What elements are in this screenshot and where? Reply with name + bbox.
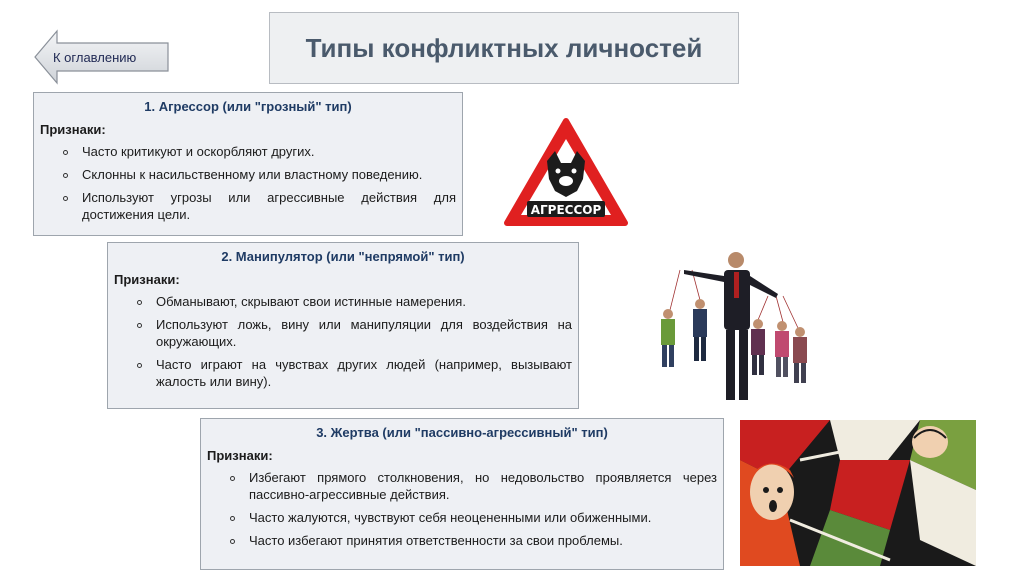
list-item: Используют угрозы или агрессивные действия для достижения цели.	[40, 189, 456, 223]
card-heading: 2. Манипулятор (или "непрямой" тип)	[221, 249, 465, 264]
back-to-contents-button[interactable]	[33, 29, 170, 85]
signs-list	[114, 293, 572, 390]
card-heading: 3. Жертва (или "пассивно-агрессивный" тип)	[316, 425, 608, 440]
signs-list	[40, 143, 456, 223]
card-heading: 1. Агрессор (или "грозный" тип)	[144, 99, 352, 114]
signs-label: Признаки:	[40, 122, 106, 137]
sign-label: АГРЕССОР	[530, 203, 602, 217]
signs-label: Признаки:	[207, 448, 273, 463]
list-item: Часто избегают принятия ответственности за свои проблемы.	[207, 532, 717, 549]
list-item: Обманывают, скрывают свои истинные намерения.	[114, 293, 572, 310]
list-item: Избегают прямого столкновения, но недовольство проявляется через пассивно-агрессивные действия.	[207, 469, 717, 503]
card-victim	[200, 418, 724, 570]
puppeteer-illustration	[648, 248, 813, 406]
abstract-victim-illustration	[740, 420, 976, 566]
signs-list	[207, 469, 717, 549]
list-item: Часто жалуются, чувствуют себя неоцененными или обиженными.	[207, 509, 717, 526]
list-item: Используют ложь, вину или манипуляции для воздействия на окружающих.	[114, 316, 572, 350]
page-title: Типы конфликтных личностей	[305, 32, 703, 63]
list-item: Часто критикуют и оскорбляют других.	[40, 143, 456, 160]
card-aggressor	[33, 92, 463, 236]
card-manipulator	[107, 242, 579, 409]
signs-label: Признаки:	[114, 272, 180, 287]
warning-triangle-dog-icon	[503, 117, 629, 227]
list-item: Склонны к насильственному или властному поведению.	[40, 166, 456, 183]
list-item: Часто играют на чувствах других людей (например, вызывают жалость или вину).	[114, 356, 572, 390]
title-box	[269, 12, 739, 84]
back-button-label: К оглавлению	[53, 50, 137, 65]
